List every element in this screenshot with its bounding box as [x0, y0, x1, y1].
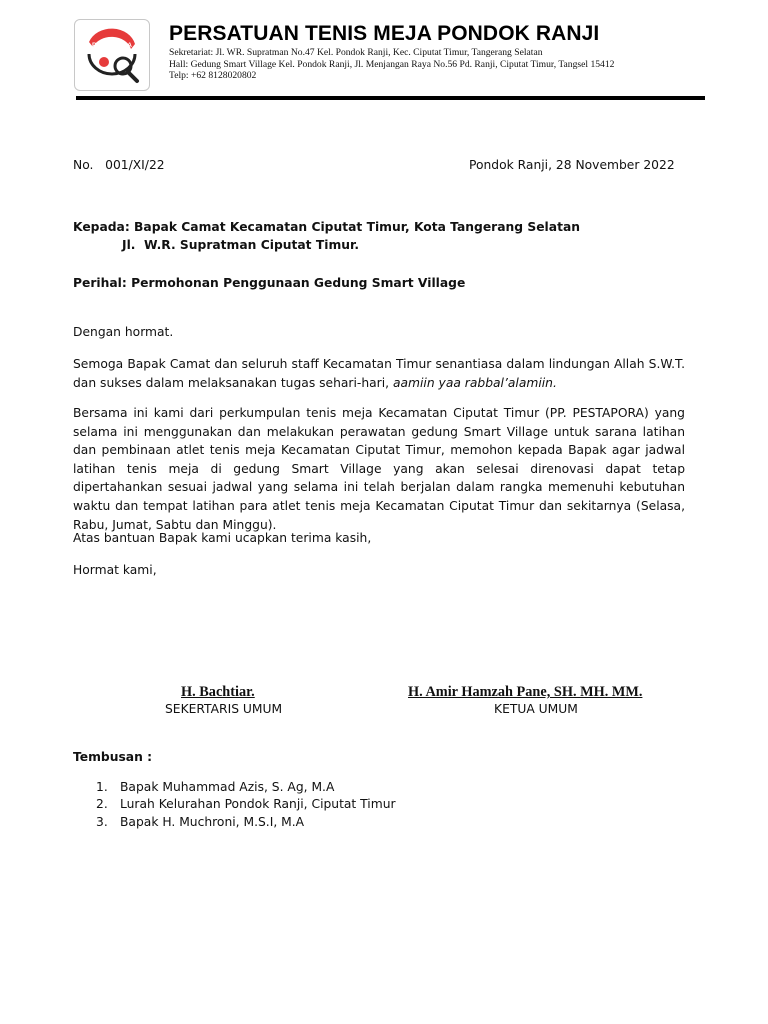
organization-title: PERSATUAN TENIS MEJA PONDOK RANJI: [169, 22, 600, 45]
phone-number: Telp: +62 8128020802: [169, 70, 257, 81]
cc-list-item: [96, 780, 334, 794]
secretary-role: SEKERTARIS UMUM: [165, 702, 283, 716]
letterhead-divider: [76, 96, 705, 100]
thanks-paragraph: Atas bantuan Bapak kami ucapkan terima kasih,: [73, 531, 372, 545]
logo-text: PESTAPORA: [92, 42, 132, 49]
cc-list-item: [96, 797, 396, 811]
cc-list-item: [96, 815, 304, 829]
letter-subject: Perihal: Permohonan Penggunaan Gedung Smart Village: [73, 276, 466, 290]
cc-item-number: 2.: [96, 797, 108, 811]
opening-paragraph-text: Semoga Bapak Camat dan seluruh staff Kecamatan Timur senantiasa dalam lindungan Allah S.W.T. dan sukses dalam melaksanakan tugas sehari-hari,: [73, 357, 685, 390]
hall-address: Hall: Gedung Smart Village Kel. Pondok Ranji, Jl. Menjangan Raya No.56 Pd. Ranji, Ciputat Timur, Tangsel 15412: [169, 59, 615, 70]
organization-logo: [74, 19, 150, 91]
recipient-address: Jl. W.R. Supratman Ciputat Timur.: [122, 238, 359, 252]
opening-paragraph-prayer: aamiin yaa rabbal’alamiin.: [392, 375, 557, 390]
cc-item-text: Lurah Kelurahan Pondok Ranji, Ciputat Timur: [120, 797, 396, 811]
cc-item-text: Bapak Muhammad Azis, S. Ag, M.A: [120, 780, 335, 794]
greeting: Dengan hormat.: [73, 325, 174, 339]
recipient-line: Kepada: Bapak Camat Kecamatan Ciputat Timur, Kota Tangerang Selatan: [73, 220, 581, 234]
secretariat-address: Sekretariat: Jl. WR. Supratman No.47 Kel. Pondok Ranji, Kec. Ciputat Timur, Tangerang Selatan: [169, 47, 543, 58]
ping-pong-logo-icon: [75, 20, 149, 90]
letter-place-date: Pondok Ranji, 28 November 2022: [469, 158, 675, 172]
chairman-role: KETUA UMUM: [494, 702, 578, 716]
request-paragraph: Bersama ini kami dari perkumpulan tenis meja Kecamatan Ciputat Timur (PP. PESTAPORA) yang selama ini menggunakan dan melakukan perawatan gedung Smart Village untuk sarana latihan dan pembinaan atlet tenis meja Kecamatan Ciputat Timur, memohon kepada Bapak agar jadwal latihan tenis meja di gedung Smart Village yang akan selesai direnovasi dapat tetap dipertahankan sesuai jadwal yang selama ini telah berjalan dalam rangka memenuhi kebutuhan waktu dan tempat latihan para atlet tenis meja Kecamatan Ciputat Timur dan sekitarnya (Selasa, Rabu, Jumat, Sabtu dan Minggu).: [73, 406, 685, 532]
opening-paragraph: [73, 355, 685, 392]
cc-item-number: 1.: [96, 780, 108, 794]
cc-item-text: Bapak H. Muchroni, M.S.I, M.A: [120, 815, 305, 829]
closing-salutation: Hormat kami,: [73, 563, 157, 577]
cc-label: Tembusan :: [73, 750, 153, 764]
cc-item-number: 3.: [96, 815, 108, 829]
letter-number: No. 001/XI/22: [73, 158, 165, 172]
chairman-name: H. Amir Hamzah Pane, SH. MH. MM.: [408, 684, 643, 700]
secretary-name: H. Bachtiar.: [181, 684, 255, 700]
